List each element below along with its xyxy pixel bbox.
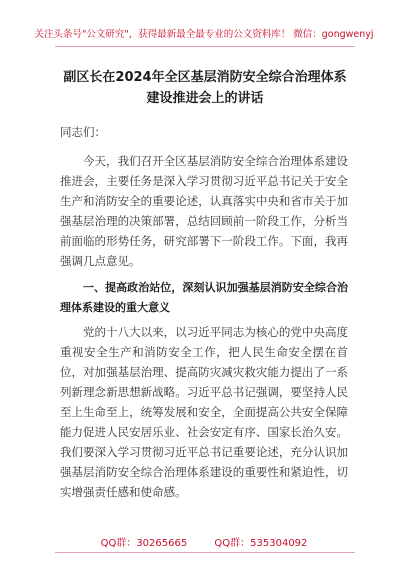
footer-divider [55, 552, 355, 553]
paragraph-body: 党的十八大以来，以习近平同志为核心的党中央高度重视安全生产和消防安全工作，把人民生命安全摆在首位，对加强基层治理、提高防灾减灾救灾能力提出了一系列新理念新思想新战略。习近平总书记强调，要坚持人民至上生命至上，统筹发展和安全，全面提高公共安全保障能力促进人民安居乐业、社会安定有序、国家长治久安。我们要深入学习贯彻习近平总书记重要论述，充分认识加强基层消防安全综合治理体系建设的重要性和紧迫性，切实增强责任感和使命感。 [60, 325, 348, 499]
footer-qq-left: QQ群：30265665 [100, 538, 188, 549]
salutation: 同志们： [60, 125, 106, 139]
document-title: 副区长在2024年全区基层消防安全综合治理体系建设推进会上的讲话 [63, 70, 347, 106]
section-heading: 一、提高政治站位，深刻认识加强基层消防安全综合治理体系建设的重大意义 [60, 281, 348, 314]
paragraph-intro: 今天，我们召开全区基层消防安全综合治理体系建设推进会，主要任务是深入学习贯彻习近平总书记关于安全生产和消防安全的重要论述，认真落实中央和省市关于加强基层治理的决策部署，总结回顾前一阶段工作，分析当前面临的形势任务，研究部署下一阶段工作。下面，我再强调几点意见。 [60, 154, 348, 268]
header-banner: 关注头条号"公文研究"，获得最新最全最专业的公文资料库！ 微信：gongwenyj [34, 29, 374, 40]
footer-qq-right: QQ群：535304092 [214, 538, 308, 549]
footer-contacts [0, 534, 408, 549]
header-divider [55, 46, 355, 47]
